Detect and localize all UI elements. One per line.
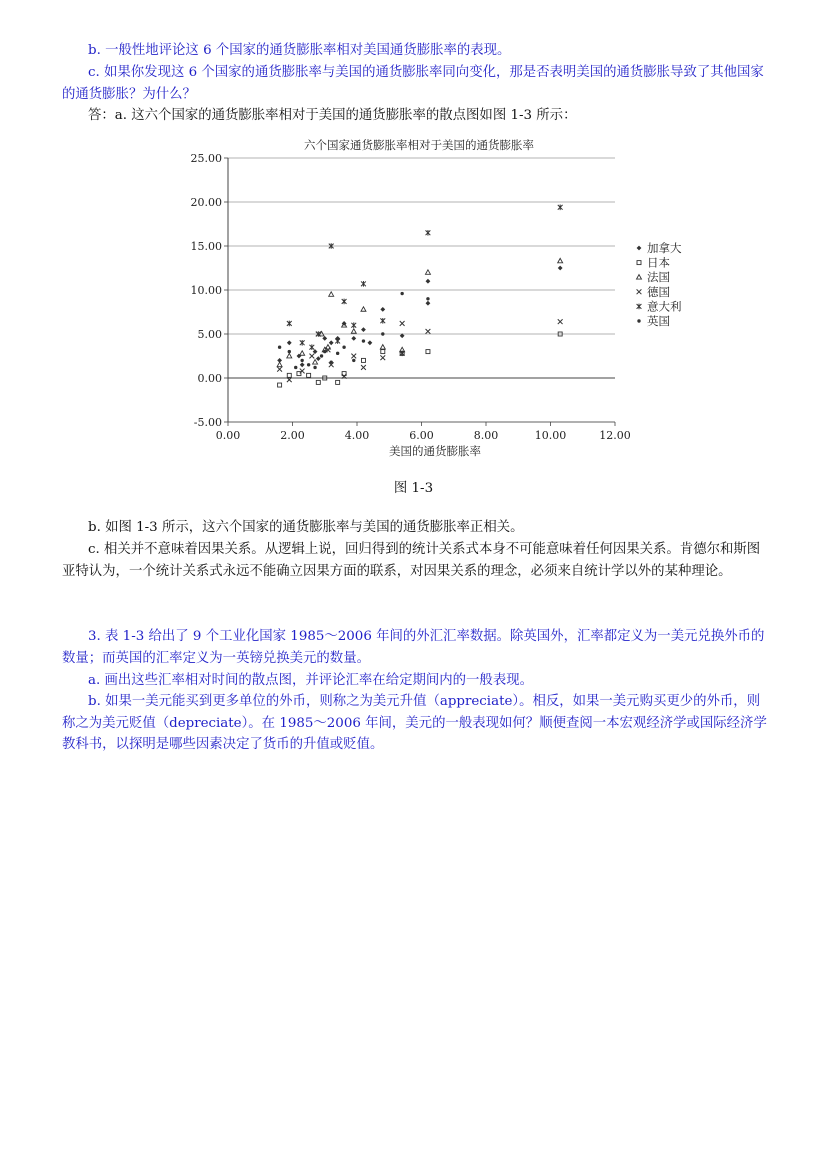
data-point-3-11 <box>400 321 405 326</box>
scatter-chart <box>178 132 698 462</box>
data-point-3-13 <box>558 319 563 324</box>
data-point-2-3 <box>313 360 318 365</box>
data-point-4-8 <box>361 281 366 287</box>
data-point-2-14 <box>558 258 563 263</box>
data-point-3-2 <box>300 369 305 374</box>
y-tick-label-6: 25.00 <box>190 152 222 165</box>
x-axis-label: 美国的通货膨胀率 <box>389 444 481 458</box>
data-point-4-1 <box>300 340 305 346</box>
data-point-1-0 <box>278 383 282 387</box>
legend <box>637 241 682 328</box>
legend-marker-5 <box>637 319 640 322</box>
data-point-5-7 <box>323 350 326 353</box>
data-point-4-5 <box>335 338 340 344</box>
tick-labels <box>191 152 631 442</box>
grid-lines <box>228 158 615 422</box>
answer-b: b. 如图 1-3 所示，这六个国家的通货膨胀率与美国的通货膨胀率正相关。 <box>88 520 524 535</box>
data-point-5-1 <box>288 350 291 353</box>
data-point-3-10 <box>380 355 385 360</box>
data-point-5-2 <box>294 366 297 369</box>
y-tick-label-1: 0.00 <box>197 372 222 385</box>
chart-title: 六个国家通货膨胀率相对于美国的通货膨胀率 <box>304 138 534 152</box>
answer-c: c. 相关并不意味着因果关系。从逻辑上说，回归得到的统计关系式本身不可能意味着任何因果关系。肯德尔和斯图亚特认为，一个统计关系式永远不能确立因果方面的联系，对因果关系的理念，必须来自统计学以外的某种理论。 <box>62 542 761 579</box>
data-point-1-4 <box>316 380 320 384</box>
data-point-0-11 <box>361 327 366 332</box>
data-point-4-6 <box>342 299 347 305</box>
data-points <box>277 204 563 387</box>
data-point-5-8 <box>330 360 333 363</box>
x-tick-label-4: 8.00 <box>473 429 499 442</box>
data-point-1-9 <box>381 350 385 354</box>
data-point-4-2 <box>309 344 314 350</box>
data-point-0-1 <box>287 340 292 345</box>
answer-a-intro: 答：a. 这六个国家的通货膨胀率相对于美国的通货膨胀率的散点图如图 1-3 所示： <box>88 108 577 123</box>
legend-marker-2 <box>637 275 642 280</box>
data-point-1-6 <box>336 380 340 384</box>
data-point-2-13 <box>425 270 430 275</box>
legend-label-3: 德国 <box>647 284 670 299</box>
question-b: b. 一般性地评论这 6 个国家的通货膨胀率相对美国通货膨胀率的表现。 <box>88 43 511 58</box>
data-point-5-4 <box>307 363 310 366</box>
x-tick-label-5: 10.00 <box>534 429 567 442</box>
data-point-5-0 <box>278 346 281 349</box>
x-tick-label-6: 12.00 <box>599 429 631 442</box>
data-point-0-13 <box>380 307 385 312</box>
data-point-5-3 <box>300 359 303 362</box>
data-point-5-14 <box>400 292 403 295</box>
legend-marker-1 <box>637 261 641 265</box>
data-point-0-16 <box>426 301 431 306</box>
question3-a: a. 画出这些汇率相对时间的散点图，并评论汇率在给定期间内的一般表现。 <box>88 673 533 688</box>
data-point-4-7 <box>351 322 356 328</box>
data-point-2-10 <box>361 307 366 312</box>
data-point-0-7 <box>329 340 334 345</box>
data-point-2-0 <box>277 362 282 367</box>
data-point-5-13 <box>381 332 384 335</box>
y-tick-label-4: 15.00 <box>190 240 222 253</box>
data-point-0-6 <box>322 336 327 341</box>
data-point-4-0 <box>287 321 292 327</box>
figure-caption: 图 1-3 <box>393 481 434 496</box>
axes <box>224 158 615 426</box>
legend-marker-3 <box>637 289 642 294</box>
data-point-5-9 <box>336 352 339 355</box>
data-point-3-0 <box>277 367 282 372</box>
data-point-4-12 <box>558 204 563 210</box>
data-point-5-11 <box>352 359 355 362</box>
x-tick-label-3: 6.00 <box>409 429 434 442</box>
data-point-0-15 <box>426 279 431 284</box>
data-point-2-7 <box>329 292 334 297</box>
y-tick-label-3: 10.00 <box>190 284 222 297</box>
data-point-4-9 <box>380 318 385 324</box>
data-point-2-9 <box>351 329 356 334</box>
data-point-5-10 <box>342 346 345 349</box>
data-point-5-15 <box>426 297 429 300</box>
x-tick-label-0: 0.00 <box>215 429 241 442</box>
data-point-4-11 <box>426 230 431 236</box>
data-point-0-10 <box>351 336 356 341</box>
data-point-0-4 <box>313 349 318 354</box>
legend-label-5: 英国 <box>647 314 670 328</box>
legend-label-2: 法国 <box>647 270 670 285</box>
legend-label-4: 意大利 <box>647 299 682 314</box>
data-point-3-12 <box>426 329 431 334</box>
data-point-2-11 <box>380 345 385 350</box>
data-point-0-3 <box>300 362 305 367</box>
data-point-2-2 <box>300 351 305 356</box>
data-point-1-8 <box>361 358 365 362</box>
data-point-0-5 <box>316 356 321 361</box>
data-point-3-3 <box>309 354 314 359</box>
data-point-5-6 <box>320 354 323 357</box>
data-point-3-9 <box>361 365 366 370</box>
data-point-1-3 <box>307 373 311 377</box>
legend-marker-0 <box>637 246 642 251</box>
x-tick-label-2: 4.00 <box>344 429 370 442</box>
data-point-5-12 <box>362 339 365 342</box>
legend-label-0: 加拿大 <box>647 241 682 255</box>
data-point-2-1 <box>287 353 292 358</box>
y-tick-label-2: 5.00 <box>197 328 222 341</box>
y-tick-label-5: 20.00 <box>190 196 222 209</box>
data-point-1-11 <box>426 350 430 354</box>
question3-intro: 3. 表 1-3 给出了 9 个工业化国家 1985～2006 年间的外汇汇率数据。除英国外，汇率都定义为一美元兑换外币的数量；而英国的汇率定义为一英镑兑换美元的数量。 <box>62 629 765 666</box>
question-c: c. 如果你发现这 6 个国家的通货膨胀率与美国的通货膨胀率同向变化，那是否表明美国的通货膨胀导致了其他国家的通货膨胀？为什么？ <box>62 65 764 102</box>
data-point-0-12 <box>368 340 373 345</box>
legend-marker-4 <box>637 304 642 310</box>
question3-b: b. 如果一美元能买到更多单位的外币，则称之为美元升值（appreciate）。相反，如果一美元购买更少的外币，则称之为美元贬值（depreciate）。在 1985～2006 年间，美元的一般表现如何？顺便查阅一本宏观经济学或国际经济学教科书，以探明是哪些因素决定了货币的升值或贬值。 <box>62 694 767 752</box>
legend-label-1: 日本 <box>647 255 670 270</box>
data-point-0-17 <box>558 266 563 271</box>
x-tick-label-1: 2.00 <box>280 429 305 442</box>
data-point-1-1 <box>287 373 291 377</box>
data-point-5-5 <box>313 366 316 369</box>
y-tick-label-0: -5.00 <box>193 416 222 429</box>
data-point-3-8 <box>351 354 356 359</box>
